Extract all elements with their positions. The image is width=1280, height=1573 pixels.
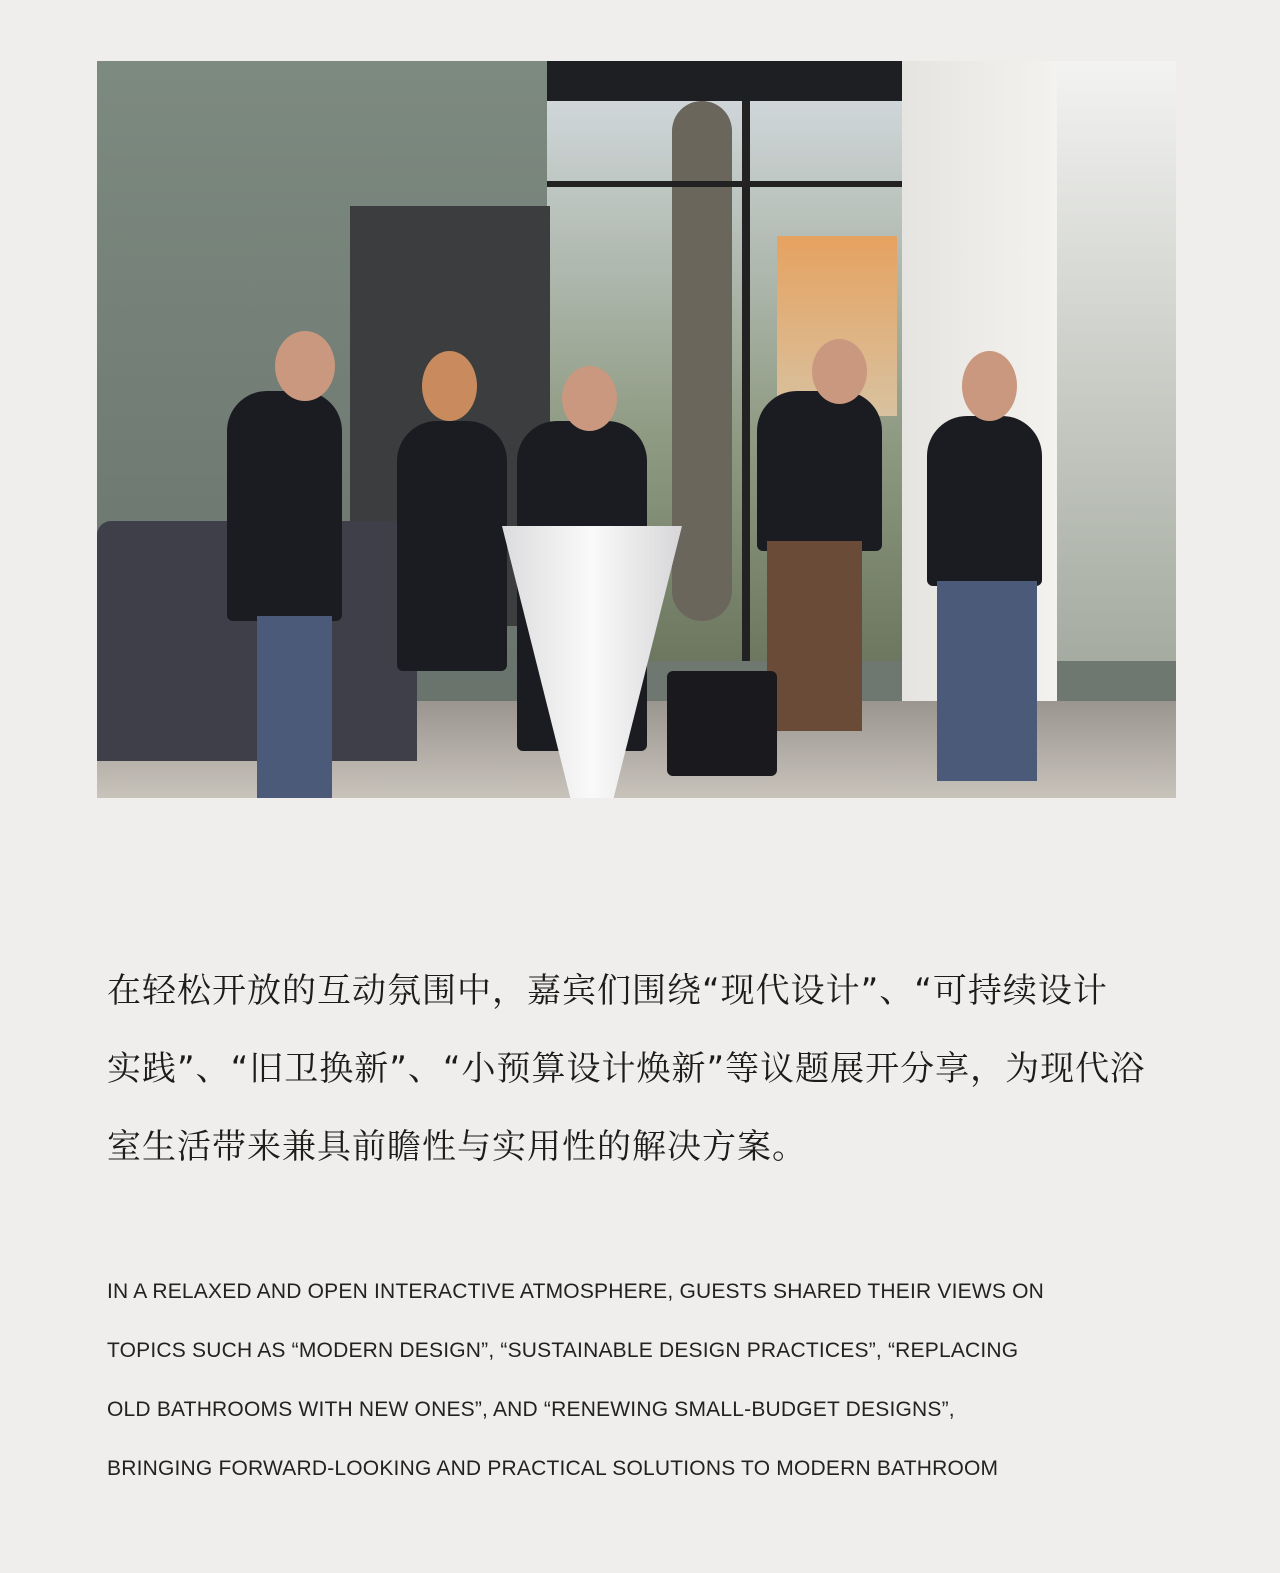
person-1-head: [275, 331, 335, 401]
chinese-line: 室生活带来兼具前瞻性与实用性的解决方案。: [107, 1127, 807, 1167]
person-5-legs: [937, 581, 1037, 781]
person-3-head: [562, 366, 617, 431]
window-frame: [547, 181, 902, 187]
person-1-legs: [257, 616, 332, 798]
english-line: OLD BATHROOMS WITH NEW ONES”, AND “RENEWING SMALL-BUDGET DESIGNS”,: [107, 1398, 955, 1421]
person-5: [927, 416, 1042, 586]
english-line: TOPICS SUCH AS “MODERN DESIGN”, “SUSTAINABLE DESIGN PRACTICES”, “REPLACING: [107, 1339, 1019, 1362]
person-1: [227, 391, 342, 621]
person-5-head: [962, 351, 1017, 421]
person-2: [397, 421, 507, 671]
chinese-line: 实践”、“旧卫换新”、“小预算设计焕新”等议题展开分享，为现代浴: [107, 1049, 1146, 1089]
person-4-head: [812, 339, 867, 404]
english-paragraph: [107, 1262, 1187, 1498]
photo-right-window: [1057, 61, 1176, 661]
english-line: IN A RELAXED AND OPEN INTERACTIVE ATMOSPHERE, GUESTS SHARED THEIR VIEWS ON: [107, 1280, 1045, 1303]
window-frame: [742, 101, 750, 661]
english-line: BRINGING FORWARD-LOOKING AND PRACTICAL SOLUTIONS TO MODERN BATHROOM: [107, 1457, 999, 1480]
chinese-line: 在轻松开放的互动氛围中，嘉宾们围绕“现代设计”、“可持续设计: [107, 971, 1108, 1011]
event-photo: [97, 61, 1176, 798]
photo-speaker: [667, 671, 777, 776]
chinese-paragraph: [107, 952, 1187, 1186]
person-2-head: [422, 351, 477, 421]
photo-tree: [672, 101, 732, 621]
person-4-legs: [767, 541, 862, 731]
person-4: [757, 391, 882, 551]
